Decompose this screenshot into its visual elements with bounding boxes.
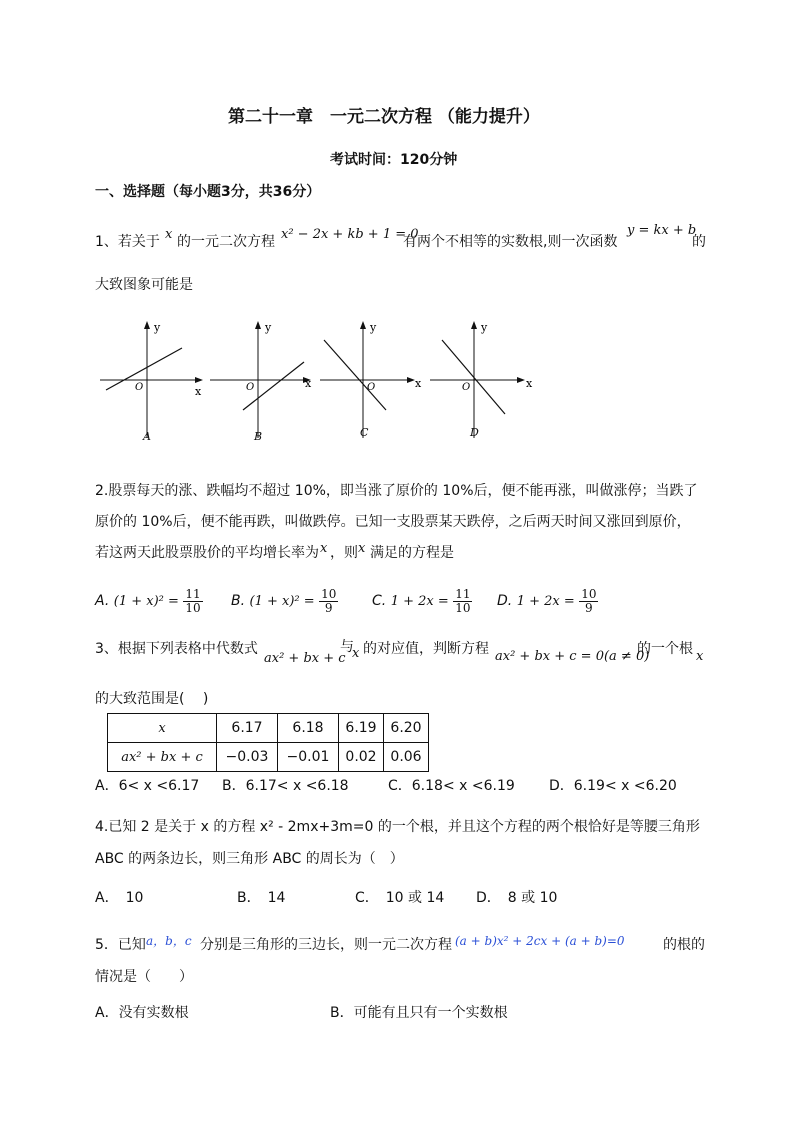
q4-line-1: 4.已知 2 是关于 x 的方程 x² - 2mx+3m=0 的一个根，并且这个方程的两个根恰好是等腰三角形 [95,819,700,835]
q2-var-x-1: x [320,541,328,556]
graph-d-x-label: x [526,377,533,390]
q5-option-b: B．可能有且只有一个实数根 [330,1005,508,1021]
graph-d-y-label: y [481,321,488,334]
table-row-label: ax² + bx + c [108,743,217,772]
page-title: 第二十一章 一元二次方程 （能力提升） [228,107,540,127]
q3-var-x: x [352,646,360,661]
q3-expression: ax² + bx + c [264,651,346,666]
q3-option-a: A．6< x <6.17 [95,778,200,794]
graph-c [320,318,432,442]
q5-equation: (a + b)x² + 2cx + (a + b)=0 [455,934,625,948]
q2-line-3b: ，则 [330,545,358,561]
q2-option-d-lhs: 1 + 2x = [516,594,575,609]
q2-option-d-num: 10 [581,586,597,601]
q1-line-2: 大致图象可能是 [95,277,193,293]
q3-text-1: 3、根据下列表格中代数式 [95,641,258,657]
graph-a-x-label: x [195,385,202,398]
q2-option-c [372,583,472,619]
q1-text-1: 1、若关于 [95,234,160,250]
q5-text-2: 分别是三角形的三边长，则一元二次方程 [200,937,452,953]
q4-option-c: C． 10 或 14 [355,890,445,906]
q3-text-3: 的对应值，判断方程 [363,641,489,657]
q2-option-a-letter: A. [95,593,110,609]
q2-option-c-den: 10 [455,600,471,615]
q1-function: y = kx + b [627,223,697,238]
q3-line-2: 的大致范围是( ) [95,691,209,707]
q2-option-d-den: 9 [585,600,593,615]
q1-text-4: 的 [692,234,706,250]
graph-b [210,318,322,442]
q5-line-2: 情况是（ ） [95,969,193,985]
table-header-cell: 6.17 [217,714,278,743]
q3-var-x-2: x [696,649,704,664]
q2-option-c-lhs: 1 + 2x = [390,594,449,609]
graph-b-x-label: x [305,377,312,390]
q2-line-3c: 满足的方程是 [370,545,454,561]
q2-option-c-letter: C. [372,593,387,609]
q2-option-b-den: 9 [324,600,333,615]
q3-text-2: 与 [340,639,354,655]
q1-text-2: 的一元二次方程 [177,234,275,250]
q2-option-b-letter: B. [231,593,246,609]
q2-option-a-lhs: (1 + x)² = [113,594,179,609]
q2-option-b-num: 10 [321,586,337,601]
q3-equation: ax² + bx + c = 0(a ≠ 0) [495,649,650,664]
graph-d-origin: O [462,382,471,393]
q2-line-2: 原价的 10%后，便不能再跌，叫做跌停。已知一支股票某天跌停，之后两天时间又涨回到原价， [95,514,691,530]
q2-option-a-num: 11 [185,586,201,601]
graph-a-origin: O [135,382,144,393]
q2-option-a-den: 10 [185,600,201,615]
q3-text-4: 的一个根 [637,641,693,657]
table-header-cell: 6.19 [339,714,384,743]
graph-c-label: C [360,426,369,439]
graph-a [100,318,210,442]
q4-line-2: ABC 的两条边长，则三角形 ABC 的周长为（ ） [95,851,404,867]
table-row [108,743,429,772]
graph-d [430,318,542,442]
q2-var-x-2: x [358,541,366,556]
section-heading: 一、选择题（每小题3分，共36分） [95,184,321,200]
graph-b-label: B [254,430,263,443]
q4-option-a: A． 10 [95,890,144,906]
table-cell: 0.06 [384,743,429,772]
q4-option-d: D． 8 或 10 [476,890,558,906]
q1-var-x: x [165,227,173,242]
q2-line-3a: 若这两天此股票股价的平均增长率为 [95,545,319,561]
q5-text-1: 5．已知 [95,937,146,953]
graph-d-label: D [470,426,479,439]
table-cell: −0.01 [278,743,339,772]
table-row [108,714,429,743]
q4-option-b: B． 14 [237,890,286,906]
q2-option-b [231,583,338,619]
q2-option-b-lhs: (1 + x)² = [249,594,315,609]
graph-b-origin: O [246,382,255,393]
graph-a-y-label: y [154,321,161,334]
graph-c-y-label: y [370,321,377,334]
graph-a-label: A [143,430,151,443]
q1-text-3: 有两个不相等的实数根,则一次函数 [403,234,618,250]
value-table [107,713,429,772]
q5-option-a: A．没有实数根 [95,1005,189,1021]
q3-option-c: C．6.18< x <6.19 [388,778,515,794]
table-header-cell: 6.20 [384,714,429,743]
graph-b-y-label: y [265,321,272,334]
graph-c-x-label: x [415,377,422,390]
q5-vars: a，b，c [146,934,192,948]
q5-text-3: 的根的 [663,937,705,953]
q2-line-1: 2.股票每天的涨、跌幅均不超过 10%，即当涨了原价的 10%后，便不能再涨，叫做涨停；当跌了 [95,483,698,499]
table-header-cell: 6.18 [278,714,339,743]
q2-option-d-letter: D. [497,593,513,609]
exam-time: 考试时间：120分钟 [330,152,458,168]
q3-option-d: D．6.19< x <6.20 [549,778,677,794]
q3-option-b: B．6.17< x <6.18 [222,778,349,794]
graph-c-origin: O [367,382,376,393]
table-header-label: x [108,714,217,743]
q2-option-d [497,583,598,619]
table-cell: 0.02 [339,743,384,772]
q1-equation: x² − 2x + kb + 1 = 0 [281,227,419,242]
q2-option-a [95,583,203,619]
q2-option-c-num: 11 [455,586,471,601]
table-cell: −0.03 [217,743,278,772]
